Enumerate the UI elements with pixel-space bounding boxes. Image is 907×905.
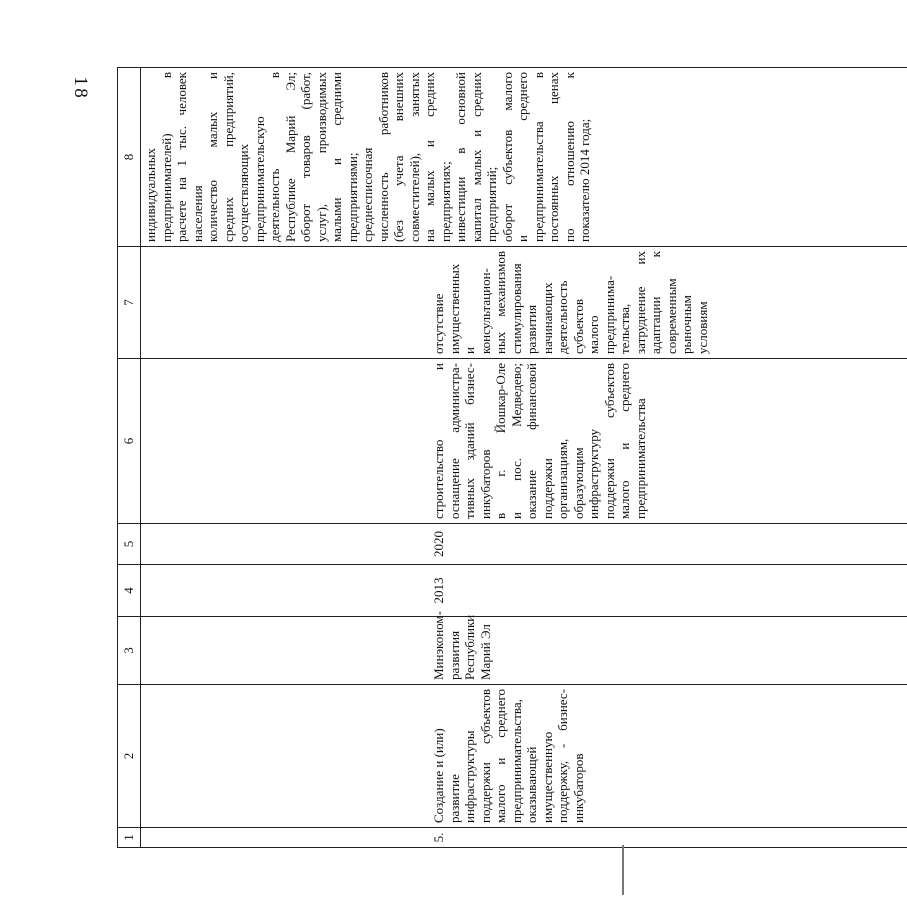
cell-line: Республике Марий Эл; [282,72,298,242]
cell-line: малыми и средними [329,72,344,242]
cell-line: осуществляющих [236,143,251,242]
cell-line: отсутствие [431,293,446,354]
cell-line: предпринимательства, [508,699,524,823]
cell-line: в г. Йошкар-Оле [493,363,508,519]
cell-line: оснащение администра- [446,363,462,519]
cell-line: постоянных ценах [546,72,561,242]
year-start: 2013 [431,577,446,604]
cell-line: Республики [462,614,477,680]
cell-line: предпринимательства [632,398,648,519]
header-col-6: 6 [118,359,141,524]
cell-line: предприятиях; [437,161,453,242]
header-col-1: 1 [118,828,141,848]
cell-line: поддержки субъектов [477,689,493,823]
cell-line: инкубаторов [477,449,493,519]
indicators-cell [141,68,907,247]
cell-line: среднесписочная [360,147,375,242]
consequences-cell [141,247,907,359]
cell-line: совместителей), занятых [406,72,422,242]
cell-line: предпринимательскую [251,116,267,242]
cell-line: затруднение их [632,251,648,354]
cell-line: Создание и (или) развитие [431,728,462,823]
cell-line: оборот субъектов малого [499,72,515,242]
table-header-row [118,68,141,848]
header-col-4: 4 [118,565,141,617]
cell-line: инфраструктуры [462,730,477,823]
cell-line: современным [663,278,679,354]
cell-line: развития [446,630,462,680]
cell-line: оказывающей [524,746,539,823]
cell-line: развития [524,304,539,354]
cell-line: показателю 2014 года; [577,118,592,242]
cell-line: на малых и средних [422,72,437,242]
cell-line: консультацион- [477,268,493,354]
row-number-cell [141,828,907,848]
cell-line: деятельность [555,280,570,354]
cell-line: рыночным [679,295,694,354]
cell-line: стимулирования [508,263,524,354]
cell-line: предпринимательства в [530,72,546,242]
cell-line: инвестиции в основной [453,72,468,242]
cell-line: организациям, [555,438,570,519]
row-number: 5. [431,832,446,843]
cell-line: предпринима- [601,275,617,354]
cell-line: начинающих [539,282,555,354]
header-col-5: 5 [118,524,141,565]
measures-table [117,67,907,848]
cell-line: и [462,347,477,354]
cell-line: Минэконом- [431,611,446,680]
table-row [141,68,907,848]
content-cell [141,359,907,524]
header-col-2: 2 [118,685,141,828]
cell-line: имущественную [539,731,555,823]
year-start-cell [141,565,907,617]
executor-cell [141,611,907,685]
cell-line: и пос. Медведево; [508,363,524,519]
cell-line: услуг), производимых [313,72,329,242]
cell-line: деятельность в [267,72,282,242]
cell-line: образующим [570,447,586,519]
cell-line: и среднего [515,72,530,242]
cell-line: оборот товаров (работ, [298,72,313,242]
rotated-table-container [117,68,710,848]
scan-edge-mark [622,845,624,895]
header-col-3: 3 [118,617,141,685]
cell-line: (без учета внешних [391,72,406,242]
header-col-8: 8 [118,68,141,247]
cell-line: предприятиями; [344,152,360,242]
cell-line: имущественных [446,263,462,354]
cell-line: адаптации к [648,251,663,354]
page-number-digit-2: 8 [69,88,91,99]
cell-line: субъектов [570,298,586,354]
page-number-digit-1: 1 [69,76,91,87]
cell-line: индивидуальных [143,147,158,242]
cell-line: строительство и [431,363,446,519]
cell-line: количество малых и [205,72,220,242]
cell-line: малого и среднего [493,689,508,823]
cell-line: предприятий; [484,166,499,242]
cell-line: малого [586,315,601,354]
cell-line: Марий Эл [477,624,493,680]
cell-line: условиям [694,301,710,354]
cell-line: по отношению к [561,72,577,242]
header-col-7: 7 [118,247,141,359]
cell-line: инфраструктуру [586,428,601,519]
cell-line: расчете на 1 тыс. человек [174,72,189,242]
cell-line: инкубаторов [570,753,586,823]
cell-line: численность работников [375,72,391,242]
cell-line: населения [189,185,205,242]
cell-line: тельства, [617,303,632,354]
year-end-cell [141,524,907,565]
measure-cell [141,685,907,828]
cell-line: ных механизмов [493,251,508,354]
cell-line: предпринимателей) в [158,72,174,242]
cell-line: средних предприятий, [220,72,236,242]
cell-line: тивных зданий бизнес- [462,363,477,519]
cell-line: оказание финансовой [524,363,539,519]
year-end: 2020 [431,531,446,557]
cell-line: поддержки [539,458,555,519]
cell-line: поддержку, - бизнес- [555,689,570,823]
cell-line: малого и среднего [617,363,632,519]
cell-line: поддержки субъектов [601,363,617,519]
cell-line: капитал малых и средних [468,72,484,242]
